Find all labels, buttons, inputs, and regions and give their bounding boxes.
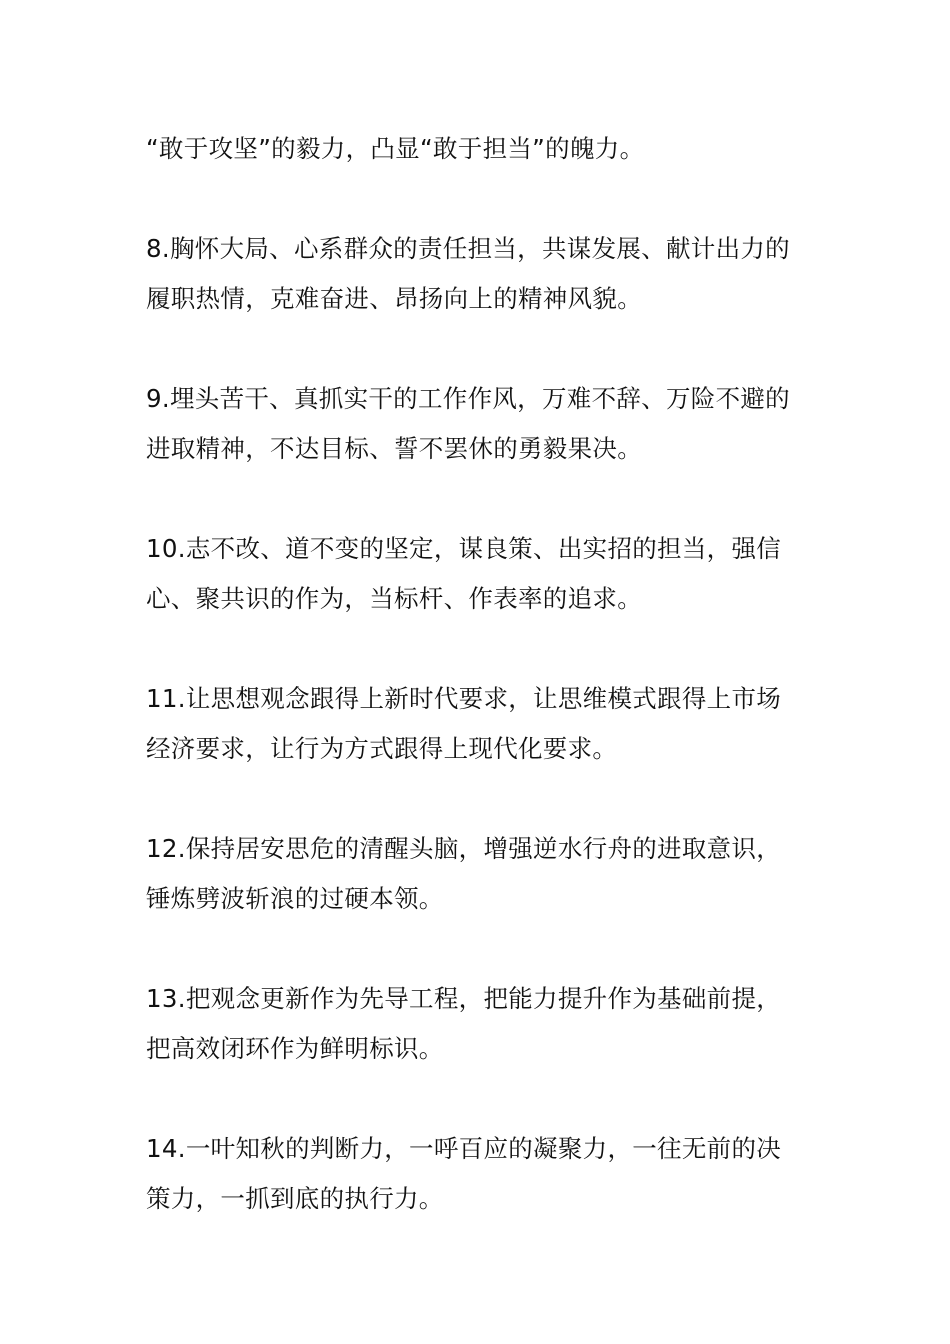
paragraph-line: 履职热情，克难奋进、昂扬向上的精神风貌。 bbox=[146, 284, 642, 313]
paragraph-item-14 bbox=[146, 1124, 810, 1224]
paragraph-line: 心、聚共识的作为，当标杆、作表率的追求。 bbox=[146, 584, 642, 613]
paragraph-item-10 bbox=[146, 524, 810, 624]
paragraph-line: 锤炼劈波斩浪的过硬本领。 bbox=[146, 884, 444, 913]
paragraph-item-13 bbox=[146, 974, 810, 1074]
paragraph-line: 11.让思想观念跟得上新时代要求，让思维模式跟得上市场 bbox=[146, 684, 782, 713]
paragraph-line: 10.志不改、道不变的坚定，谋良策、出实招的担当，强信 bbox=[146, 534, 782, 563]
paragraph-line: 策力，一抓到底的执行力。 bbox=[146, 1184, 444, 1213]
paragraph-item-11 bbox=[146, 674, 810, 774]
paragraph-item-12 bbox=[146, 824, 810, 924]
paragraph-continuation bbox=[146, 124, 810, 174]
paragraph-line: 把高效闭环作为鲜明标识。 bbox=[146, 1034, 444, 1063]
paragraph-line: 12.保持居安思危的清醒头脑，增强逆水行舟的进取意识， bbox=[146, 834, 782, 863]
paragraph-line: 9.埋头苦干、真抓实干的工作作风，万难不辞、万险不避的 bbox=[146, 384, 790, 413]
paragraph-line: “敢于攻坚”的毅力，凸显“敢于担当”的魄力。 bbox=[146, 134, 645, 163]
paragraph-line: 13.把观念更新作为先导工程，把能力提升作为基础前提， bbox=[146, 984, 782, 1013]
paragraph-item-9 bbox=[146, 374, 810, 474]
paragraph-item-8 bbox=[146, 224, 810, 324]
paragraph-line: 14.一叶知秋的判断力，一呼百应的凝聚力，一往无前的决 bbox=[146, 1134, 782, 1163]
paragraph-line: 8.胸怀大局、心系群众的责任担当，共谋发展、献计出力的 bbox=[146, 234, 790, 263]
paragraph-line: 经济要求，让行为方式跟得上现代化要求。 bbox=[146, 734, 618, 763]
paragraph-line: 进取精神，不达目标、誓不罢休的勇毅果决。 bbox=[146, 434, 642, 463]
